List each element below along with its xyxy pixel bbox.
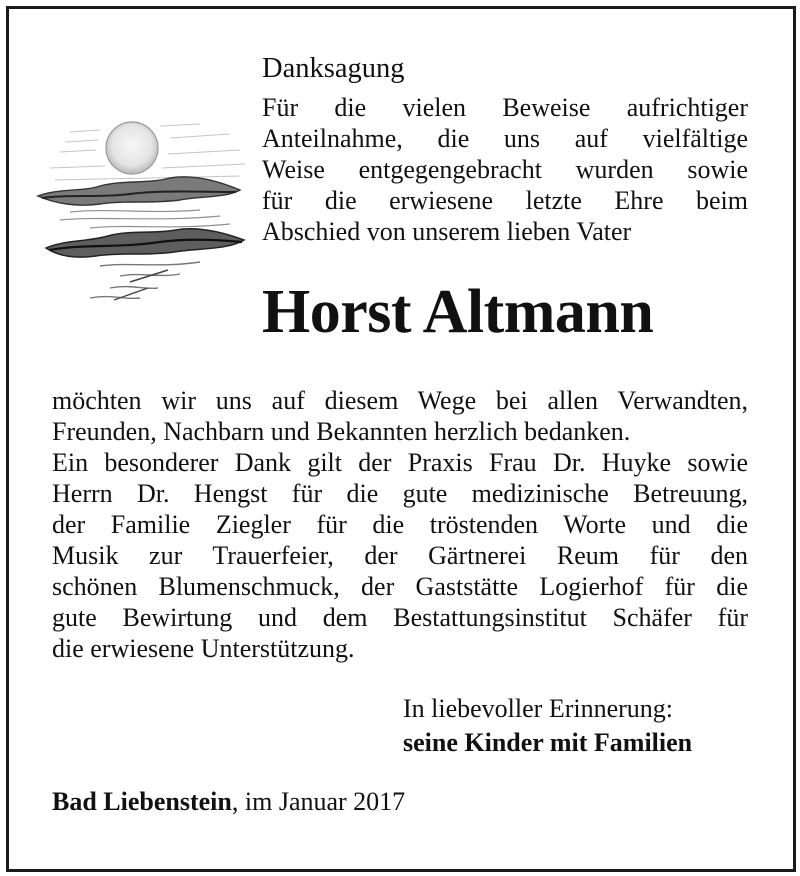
intro-line: Anteilnahme, die uns auf vielfältige	[262, 124, 748, 153]
body-line: Herrn Dr. Hengst für die gute medizinische Betreuung,	[52, 479, 748, 508]
intro-paragraph	[262, 92, 748, 247]
body-line: Freunden, Nachbarn und Bekannten herzlich bedanken.	[52, 417, 631, 446]
intro-line: Abschied von unserem lieben Vater	[262, 217, 632, 246]
sunset-landscape-sketch-icon	[30, 112, 255, 312]
intro-line: Für die vielen Beweise aufrichtiger	[262, 93, 748, 122]
place-date-line	[52, 786, 405, 818]
body-line: die erwiesene Unterstützung.	[52, 634, 355, 663]
signature-greeting: In liebevoller Erinnerung:	[403, 694, 674, 723]
body-line: möchten wir uns auf diesem Wege bei allen Verwandten,	[52, 386, 748, 415]
date-text: , im Januar 2017	[231, 787, 406, 816]
intro-line: Weise entgegengebracht wurden sowie	[262, 155, 748, 184]
body-line: schönen Blumenschmuck, der Gaststätte Logierhof für die	[52, 572, 748, 601]
thanks-paragraph	[52, 385, 748, 664]
signature-block	[403, 692, 692, 759]
deceased-name: Horst Altmann	[262, 278, 654, 346]
body-line: Ein besonderer Dank gilt der Praxis Frau Dr. Huyke sowie	[52, 448, 748, 477]
notice-heading: Danksagung	[262, 53, 405, 84]
body-line: der Familie Ziegler für die tröstenden Worte und die	[52, 510, 748, 539]
body-line: gute Bewirtung und dem Bestattungsinstitut Schäfer für	[52, 603, 748, 632]
body-line: Musik zur Trauerfeier, der Gärtnerei Reum für den	[52, 541, 748, 570]
intro-line: für die erwiesene letzte Ehre beim	[262, 186, 748, 215]
place-name: Bad Liebenstein	[52, 787, 232, 816]
signature-signers: seine Kinder mit Familien	[403, 728, 693, 757]
